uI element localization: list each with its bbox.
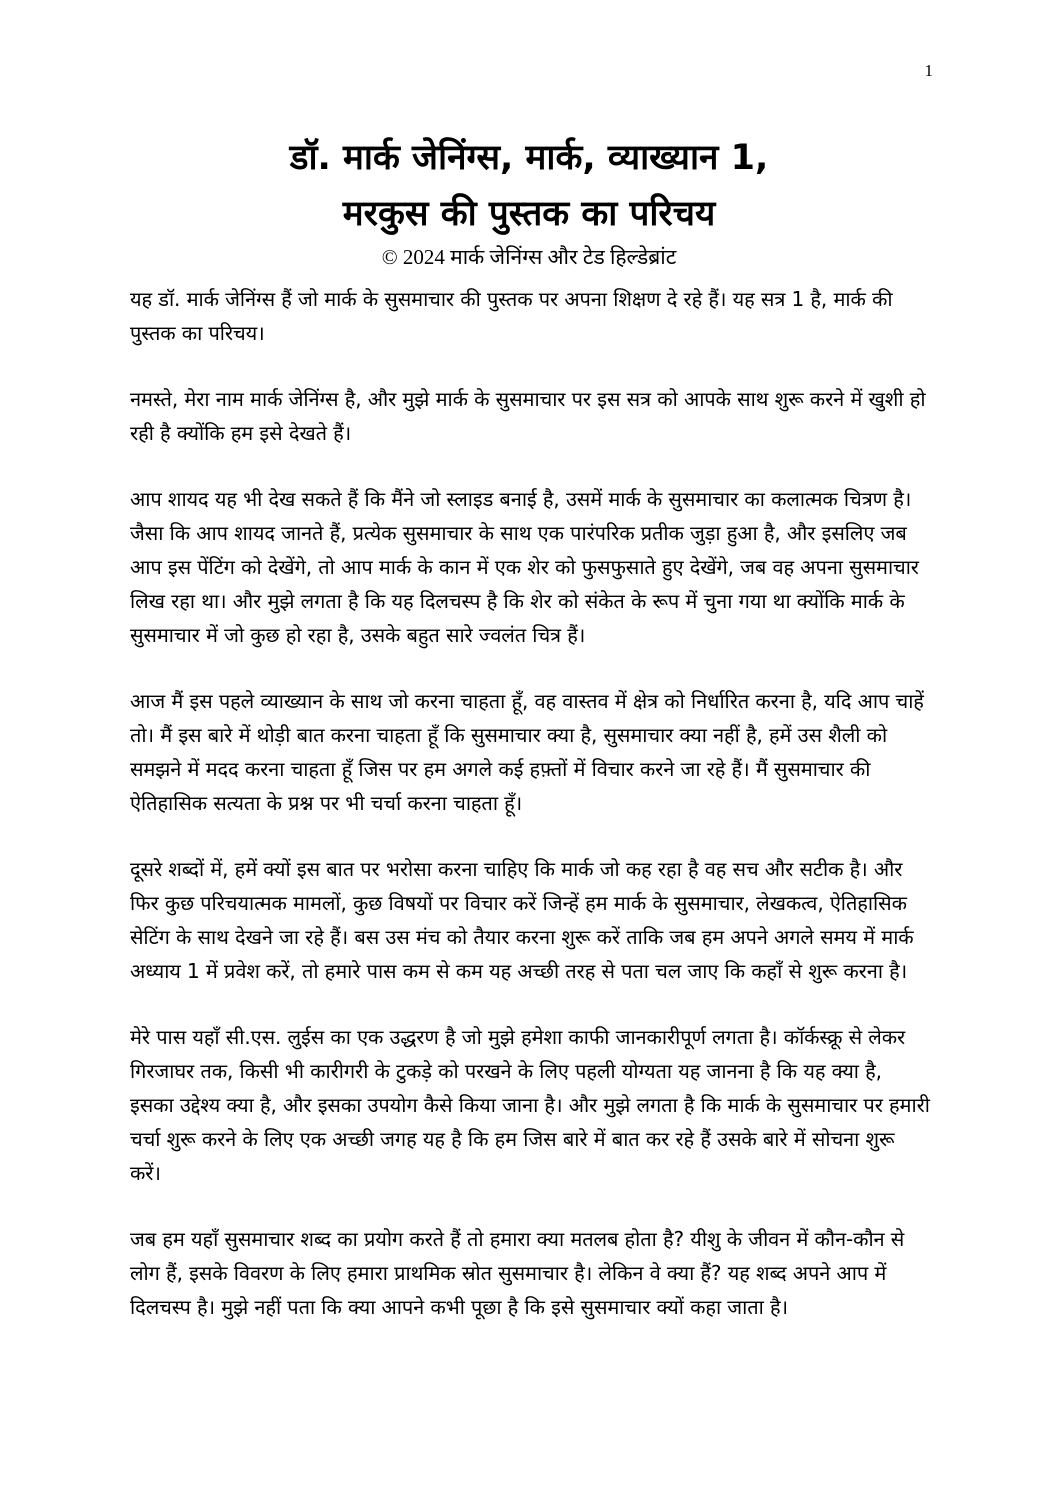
- title-block: [0, 130, 1058, 272]
- page-number: 1: [924, 61, 933, 80]
- paragraph: यह डॉ. मार्क जेनिंग्स हैं जो मार्क के सुसमाचार की पुस्तक पर अपना शिक्षण दे रहे हैं। यह सत्र 1 है, मार्क की पुस्तक का परिचय।: [130, 287, 893, 345]
- paragraph: आज मैं इस पहले व्याख्यान के साथ जो करना चाहता हूँ, वह वास्तव में क्षेत्र को निर्धारित करना है, यदि आप चाहें तो। मैं इस बारे में थोड़ी बात करना चाहता हूँ कि सुसमाचार क्या है, सुसमाचार क्या नहीं है, हमें उस शैली को समझने में मदद करना चाहता हूँ जिस पर हम अगले कई हफ़्तों में विचार करने जा रहे हैं। मैं सुसमाचार की ऐतिहासिक सत्यता के प्रश्न पर भी चर्चा करना चाहता हूँ।: [130, 689, 924, 815]
- document-title-line-2: मरकुस की पुस्तक का परिचय: [342, 194, 716, 234]
- paragraph: नमस्ते, मेरा नाम मार्क जेनिंग्स है, और मुझे मार्क के सुसमाचार पर इस सत्र को आपके साथ शुरू करने में खुशी हो रही है क्योंकि हम इसे देखते हैं।: [130, 387, 926, 445]
- paragraph: जब हम यहाँ सुसमाचार शब्द का प्रयोग करते हैं तो हमारा क्या मतलब होता है? यीशु के जीवन में कौन-कौन से लोग हैं, इसके विवरण के लिए हमारा प्राथमिक स्रोत सुसमाचार है। लेकिन वे क्या हैं? यह शब्द अपने आप में दिलचस्प है। मुझे नहीं पता कि क्या आपने कभी पूछा है कि इसे सुसमाचार क्यों कहा जाता है।: [130, 1227, 905, 1319]
- paragraph: मेरे पास यहाँ सी.एस. लुईस का एक उद्धरण है जो मुझे हमेशा काफी जानकारीपूर्ण लगता है। कॉर्कस्क्रू से लेकर गिरजाघर तक, किसी भी कारीगरी के टुकड़े को परखने के लिए पहली योग्यता यह जानना है कि यह क्या है, इसका उद्देश्य क्या है, और इसका उपयोग कैसे किया जाना है। और मुझे लगता है कि मार्क के सुसमाचार पर हमारी चर्चा शुरू करने के लिए एक अच्छी जगह यह है कि हम जिस बारे में बात कर रहे हैं उसके बारे में सोचना शुरू करें।: [130, 1025, 930, 1185]
- paragraph: आप शायद यह भी देख सकते हैं कि मैंने जो स्लाइड बनाई है, उसमें मार्क के सुसमाचार का कलात्मक चित्रण है। जैसा कि आप शायद जानते हैं, प्रत्येक सुसमाचार के साथ एक पारंपरिक प्रतीक जुड़ा हुआ है, और इसलिए जब आप इस पेंटिंग को देखेंगे, तो आप मार्क के कान में एक शेर को फुसफुसाते हुए देखेंगे, जब वह अपना सुसमाचार लिख रहा था। और मुझे लगता है कि यह दिलचस्प है कि शेर को संकेत के रूप में चुना गया था क्योंकि मार्क के सुसमाचार में जो कुछ हो रहा है, उसके बहुत सारे ज्वलंत चित्र हैं।: [130, 487, 919, 647]
- copyright-notice: © 2024 मार्क जेनिंग्स और टेड हिल्डेब्रांट: [381, 245, 677, 269]
- paragraph: दूसरे शब्दों में, हमें क्यों इस बात पर भरोसा करना चाहिए कि मार्क जो कह रहा है वह सच और सटीक है। और फिर कुछ परिचयात्मक मामलों, कुछ विषयों पर विचार करें जिन्हें हम मार्क के सुसमाचार, लेखकत्व, ऐतिहासिक सेटिंग के साथ देखने जा रहे हैं। बस उस मंच को तैयार करना शुरू करें ताकि जब हम अपने अगले समय में मार्क अध्याय 1 में प्रवेश करें, तो हमारे पास कम से कम यह अच्छी तरह से पता चल जाए कि कहाँ से शुरू करना है।: [130, 857, 914, 983]
- document-body: [130, 282, 930, 1356]
- document-title-line-1: डॉ. मार्क जेनिंग्स, मार्क, व्याख्यान 1,: [289, 138, 769, 178]
